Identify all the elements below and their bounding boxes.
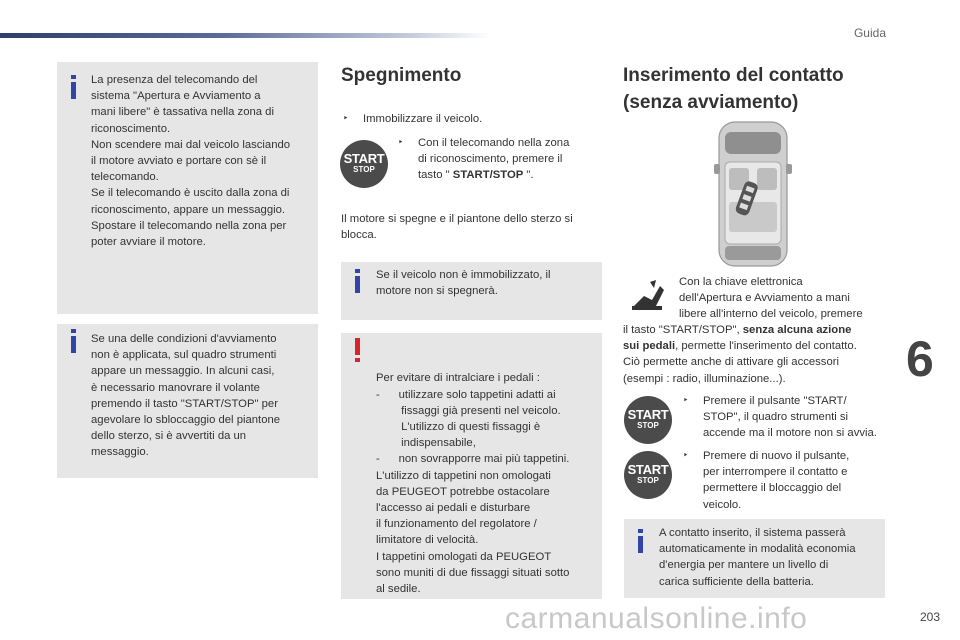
- info-icon: [355, 276, 360, 293]
- info-icon: [71, 82, 76, 99]
- arrow-bullet-icon: ‣: [683, 451, 689, 461]
- foot-off-pedal-icon: [630, 278, 666, 312]
- section-title: Guida: [853, 26, 886, 40]
- info-icon: [71, 336, 76, 353]
- arrow-bullet-icon: ‣: [398, 138, 404, 148]
- info-text-battery: A contatto inserito, il sistema passerà automaticamente in modalità economia d'energia per mantere un livello di carica sufficiente della batteria.: [659, 527, 856, 588]
- page-number: 203: [919, 610, 940, 624]
- info-text-immobilize: Se il veicolo non è immobilizzato, il motore non si spegnerà.: [376, 269, 551, 298]
- car-top-view-illustration: [712, 118, 794, 270]
- start-stop-button-icon: START STOP: [624, 451, 672, 499]
- info-text-conditions: Se una delle condizioni d'avviamento non è applicata, sul quadro strumenti appare un messaggio. In alcuni casi, è necessario manovrare il volante premendo il tasto "START/STOP" per agevolare lo sbloccaggio del piantone dello sterzo, si è avvertiti da un messaggio.: [91, 333, 281, 459]
- step-immobilize: ‣ Immobilizzare il veicolo.: [363, 111, 482, 127]
- section-heading-contatto: Inserimento del contatto (senza avviamento): [623, 65, 844, 113]
- start-stop-button-icon: START STOP: [624, 396, 672, 444]
- paragraph-engine-stops: Il motore si spegne e il piantone dello sterzo si blocca.: [341, 213, 573, 242]
- chapter-number: 6: [906, 331, 934, 387]
- intro-paragraph: Con la chiave elettronica dell'Apertura e Avviamento a mani libere all'interno del veicolo, premere: [679, 276, 863, 321]
- step-press-again: ‣ Premere di nuovo il pulsante, per interrompere il contatto e permettere il bloccaggio del veicolo.: [683, 450, 850, 511]
- step-press-once: ‣ Premere il pulsante "START/ STOP", il quadro strumenti si accende ma il motore non si avvia.: [683, 395, 877, 440]
- step-press-button: ‣ Con il telecomando nella zona di riconoscimento, premere il tasto " START/STOP ".: [398, 137, 570, 182]
- start-stop-button-icon: START STOP: [340, 140, 388, 188]
- intro-paragraph-cont: il tasto "START/STOP", senza alcuna azione sui pedali, permette l'inserimento del contatto. Ciò permette anche di attivare gli accessori (esempi : radio, illuminazione...).: [623, 324, 857, 385]
- section-heading-spegnimento: Spegnimento: [341, 65, 462, 86]
- info-text-remote: La presenza del telecomando del sistema "Apertura e Avviamento a mani libere" è tassativa nella zona di riconoscimento. Non scendere mai dal veicolo lasciando il motore avviato e portare con sè il telecomando. Se il telecomando è uscito dalla zona di riconoscimento, appare un messaggio. Spostare il telecomando nella zona per poter avviare il motore.: [91, 74, 291, 249]
- arrow-bullet-icon: ‣: [343, 114, 349, 124]
- warning-icon: [355, 338, 360, 355]
- watermark: carmanualsonline.info: [505, 602, 808, 635]
- header-bar: [0, 33, 490, 38]
- info-icon: [638, 536, 643, 553]
- warning-text-pedals: Per evitare di intralciare i pedali : - utilizzare solo tappetini adatti ai fissaggi già presenti nel veicolo. L'utilizzo di questi fissaggi è indispensabile, - non sovrapporre mai più tappetini. L'utilizzo di tappetini non omologati da PEUGEOT potrebbe ostacolare l'accesso ai pedali e disturbare il funzionamento del regolatore / limitatore di velocità. I tappetini omologati da PEUGEOT sono muniti di due fissaggi situati sotto al sedile.: [376, 372, 570, 596]
- arrow-bullet-icon: ‣: [683, 396, 689, 406]
